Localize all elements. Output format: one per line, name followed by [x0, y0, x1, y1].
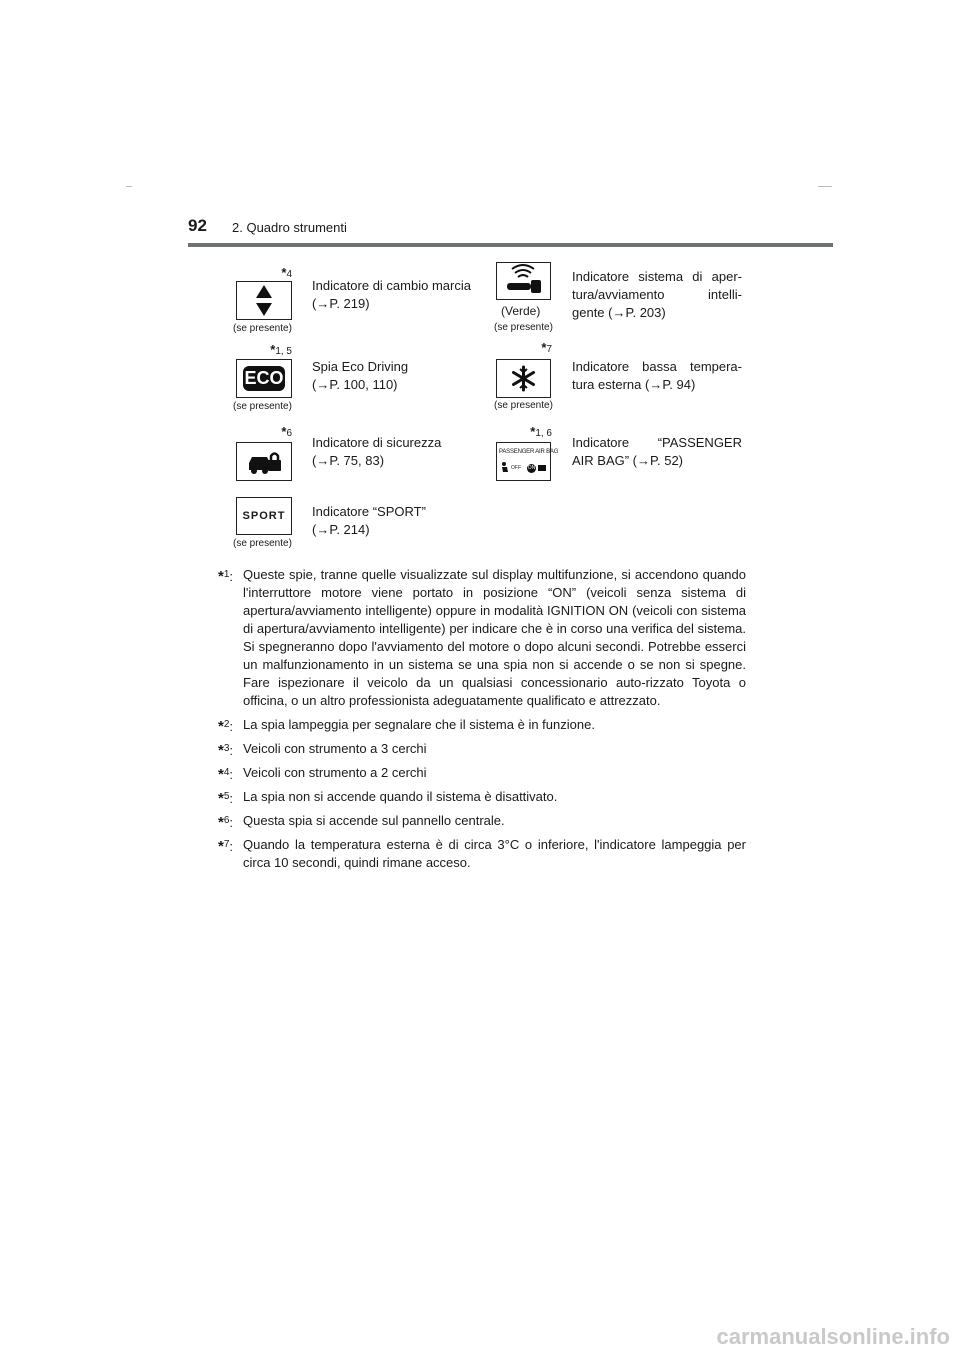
- footnote-6: *$^6$: Questa spia si accende sul pannello centrale.: [218, 813, 505, 831]
- security-description: Indicatore di sicurezza (→P. 75, 83): [312, 435, 442, 468]
- footnote-ref-airbag: *1, 6: [530, 424, 552, 439]
- footnote-1: *$^1$: Queste spie, tranne quelle visualizzate sul display multifunzione, si accendono quando l'interruttore motore viene portato in posizione “ON” (veicoli senza sistema di apertura/avviamento intelligente) oppure in modalità IGNITION ON (veicoli con sistema di apertura/avviamento intelligente) per indicare che è in corso una verifica del sistema. Si spegneranno dopo l'avviamento del motore o dopo alcuni secondi. Potrebbe esserci un malfunzionamento in un sistema se una spia non si accende o se non si spegne. Fare ispezionare il veicolo da un qualsiasi concessionario auto-rizzato Toyota o officina, o un altro professionista adeguatamente qualificato e attrezzato.: [218, 567, 746, 708]
- passenger-airbag-icon: [496, 442, 559, 481]
- chapter-title: 2. Quadro strumenti: [232, 220, 347, 235]
- crop-mark-left: [126, 186, 132, 187]
- footnote-5: *$^5$: La spia non si accende quando il sistema è disattivato.: [218, 789, 558, 807]
- sport-indicator-icon: [236, 497, 292, 535]
- footnote-ref-eco: *1, 5: [270, 342, 292, 357]
- airbag-off-label: OFF: [511, 465, 521, 471]
- footnote-3: *$^3$: Veicoli con strumento a 3 cerchi: [218, 741, 427, 759]
- crop-mark-right: [818, 186, 832, 187]
- snowflake-icon: [496, 359, 551, 398]
- eco-indicator-icon: [236, 359, 292, 398]
- sport-present-label: (se presente): [233, 538, 292, 549]
- security-car-lock-icon: [236, 442, 292, 481]
- low-temp-present-label: (se presente): [494, 400, 553, 411]
- header-rule: [188, 243, 833, 247]
- airbag-description: Indicatore “PASSENGER AIR BAG” (→P. 52): [572, 435, 742, 468]
- low-temp-description: Indicatore bassa tempera- tura esterna (→P. 94): [572, 359, 742, 392]
- footnote-ref-security: *6: [281, 424, 292, 439]
- footnote-ref-shift: *4: [281, 265, 292, 280]
- sport-label: SPORT: [242, 510, 286, 522]
- sport-description: Indicatore “SPORT” (→P. 214): [312, 504, 426, 537]
- eco-description: Spia Eco Driving (→P. 100, 110): [312, 359, 409, 392]
- footnotes: [218, 566, 746, 878]
- smart-key-indicator-icon: [496, 262, 551, 300]
- shift-present-label: (se presente): [233, 323, 292, 334]
- eco-present-label: (se presente): [233, 401, 292, 412]
- shift-indicator-icon: [236, 281, 292, 320]
- airbag-on-label: ON: [527, 465, 536, 471]
- shift-description: Indicatore di cambio marcia (→P. 219): [312, 278, 471, 311]
- smart-key-color-note: (Verde): [501, 304, 541, 318]
- footnote-ref-low-temp: *7: [541, 340, 552, 355]
- footnote-2: *$^2$: La spia lampeggia per segnalare che il sistema è in funzione.: [218, 717, 595, 735]
- page-number: 92: [188, 216, 207, 235]
- airbag-icon-label: PASSENGER AIR BAG: [499, 449, 559, 455]
- eco-label: ECO: [243, 366, 285, 391]
- smart-key-description: Indicatore sistema di aper- tura/avviamento intelli- gente (→P. 203): [572, 269, 742, 320]
- smart-key-present-label: (se presente): [494, 322, 553, 333]
- footnote-7: *$^7$: Quando la temperatura esterna è di circa 3°C o inferiore, l'indicatore lampeggia per circa 10 secondi, quindi rimane acceso.: [218, 837, 746, 870]
- watermark: carmanualsonline.info: [716, 1324, 950, 1349]
- footnote-4: *$^4$: Veicoli con strumento a 2 cerchi: [218, 765, 427, 783]
